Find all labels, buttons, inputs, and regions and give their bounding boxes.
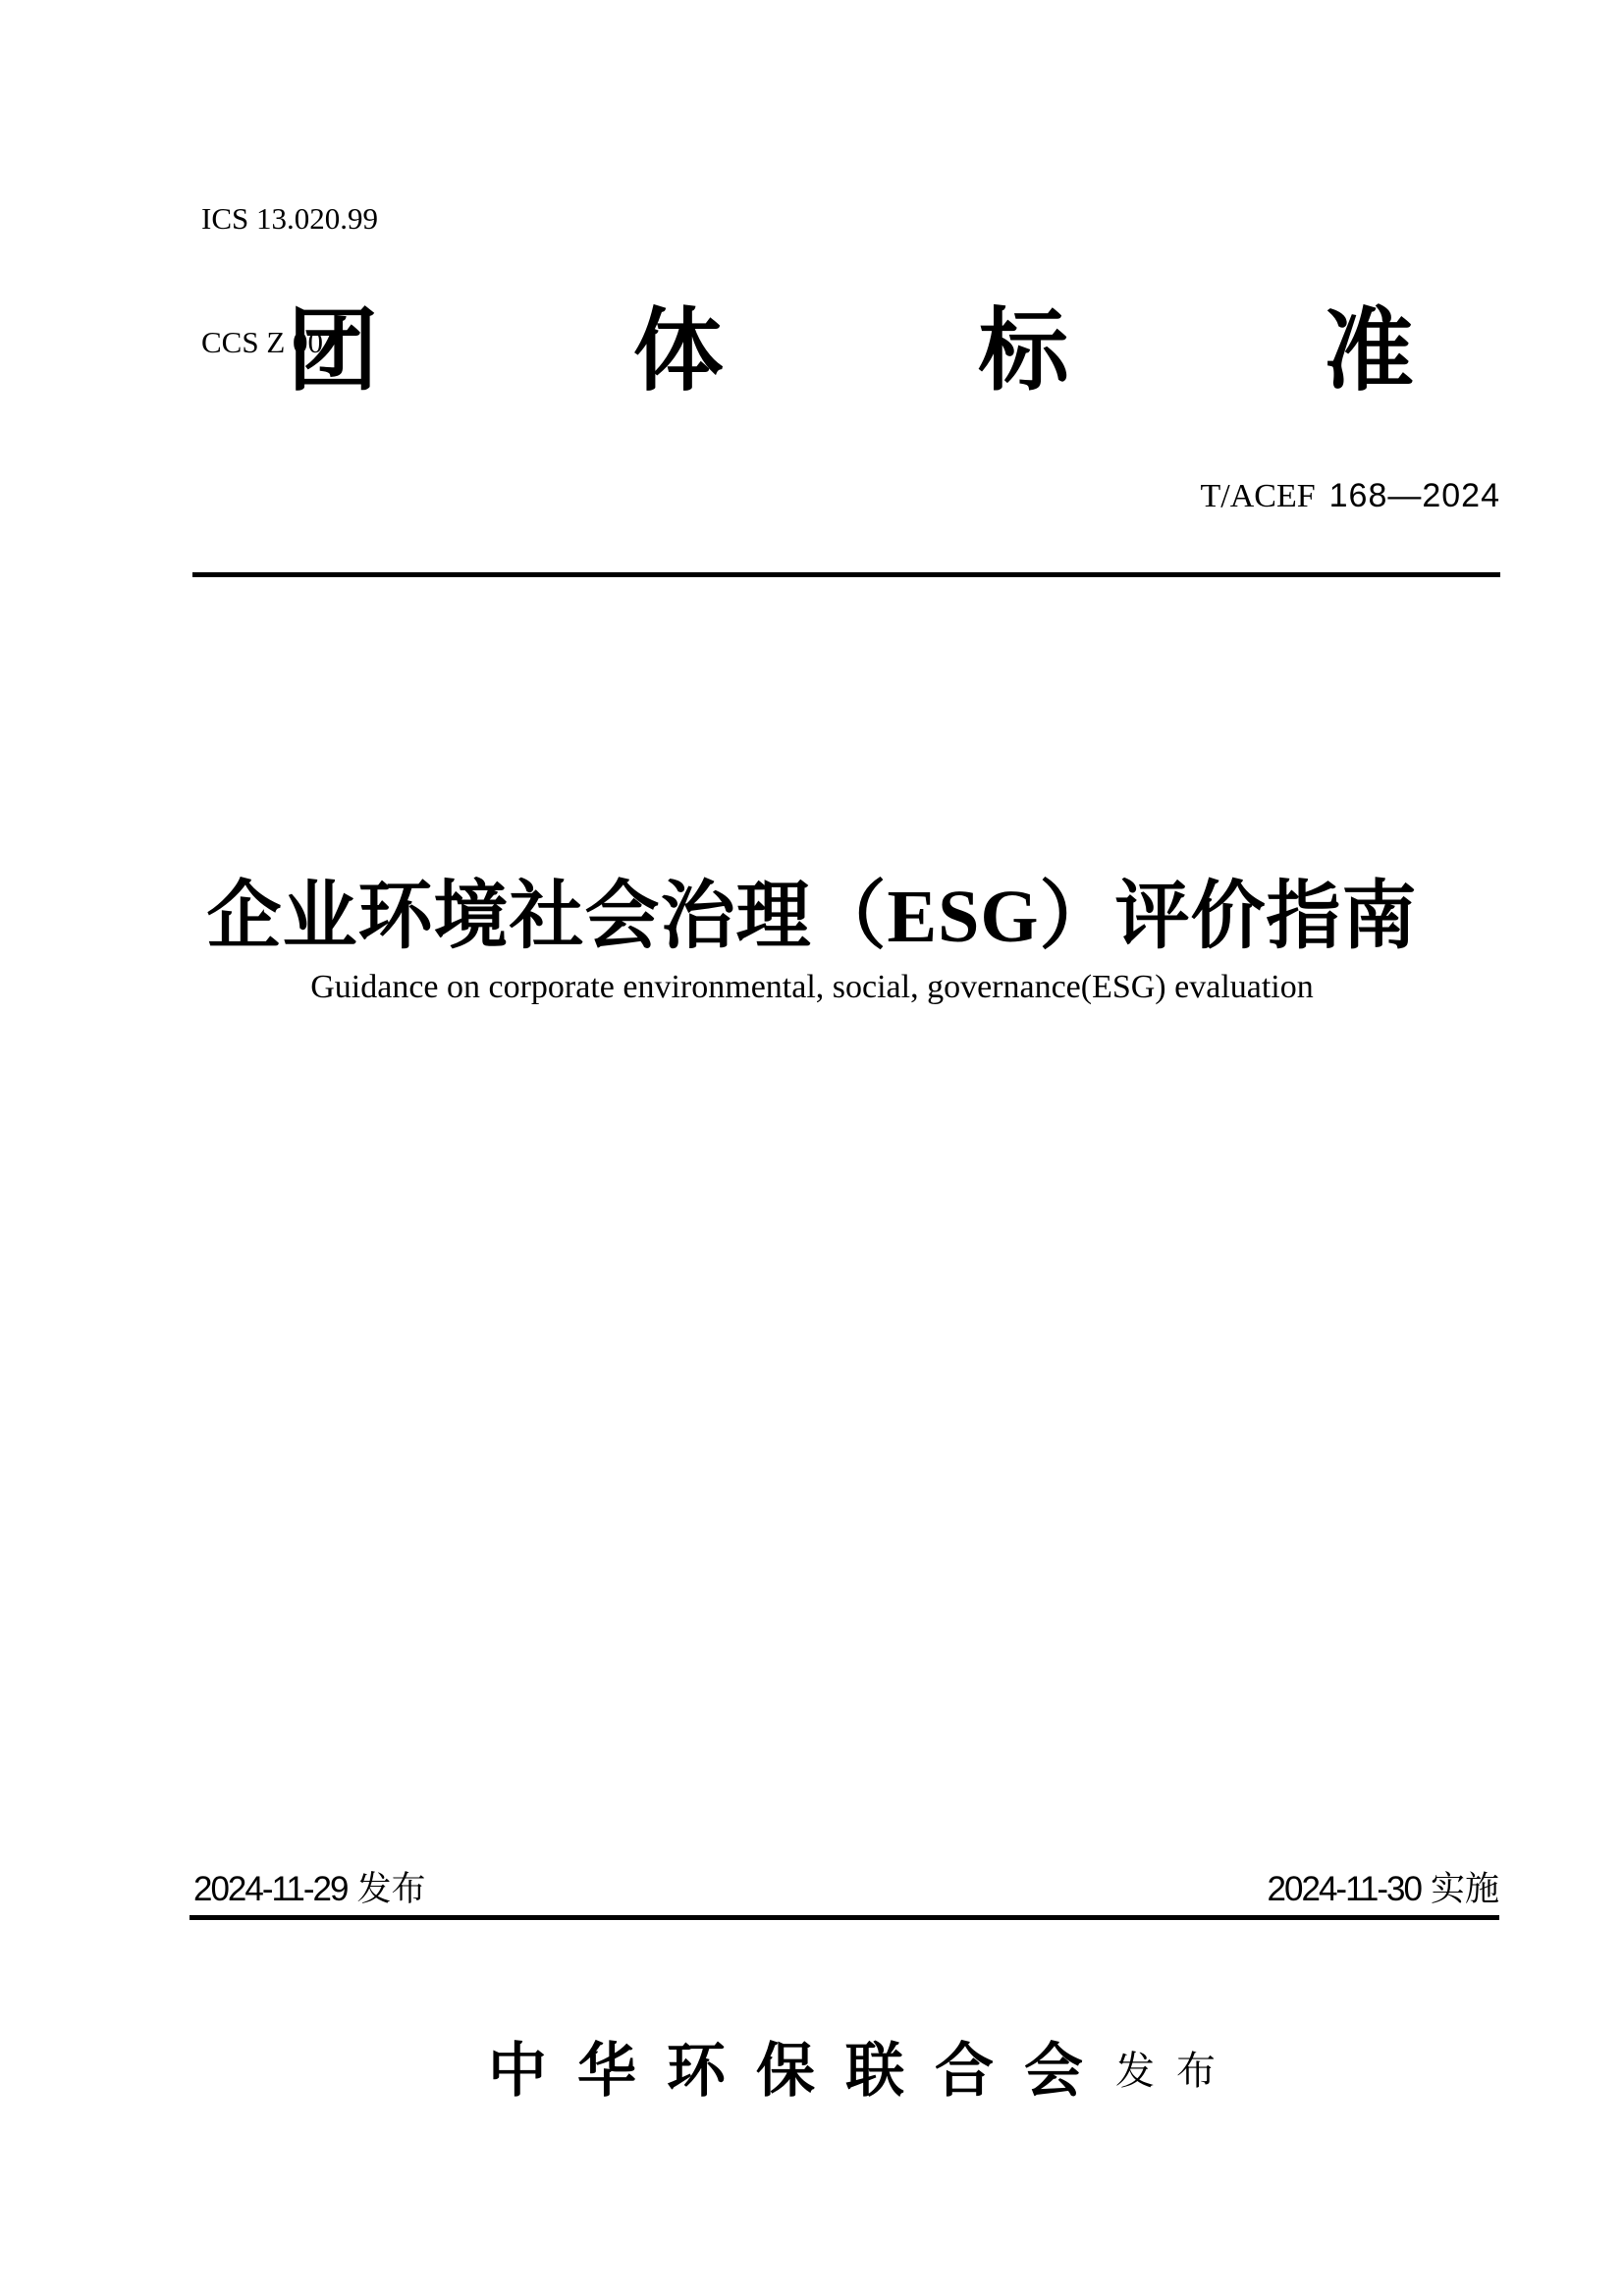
masthead-title-char: 标 [978, 301, 1069, 401]
publisher-organization: 中华环保联合会 [488, 2039, 1113, 2104]
implement-date: 2024-11-30 [1267, 1870, 1421, 1908]
issue-date-cell [193, 1871, 425, 1909]
masthead-title-char: 准 [1323, 301, 1414, 401]
ccs-code: CCS Z 00 [201, 325, 324, 359]
publisher-row [488, 2039, 1237, 2104]
implement-date-cell [1268, 1871, 1499, 1909]
masthead-title-char: 体 [632, 301, 724, 401]
masthead-title [288, 301, 1414, 401]
ics-code: ICS 13.020.99 [201, 201, 378, 236]
issue-date: 2024-11-29 [193, 1870, 348, 1908]
bottom-divider-rule [189, 1915, 1499, 1920]
publisher-action-label: 发布 [1115, 2050, 1237, 2093]
masthead-title-char: 团 [288, 301, 379, 401]
top-divider-rule [192, 572, 1500, 577]
issue-date-label: 发布 [356, 1870, 426, 1908]
implement-date-label: 实施 [1430, 1870, 1499, 1908]
standard-number [1201, 478, 1501, 514]
document-title-en: Guidance on corporate environmental, social, governance(ESG) evaluation [310, 969, 1314, 1005]
date-row [193, 1871, 1499, 1909]
standard-number-suffix: 168—2024 [1328, 477, 1500, 514]
standard-number-prefix: T/ACEF [1200, 478, 1316, 514]
document-title-zh: 企业环境社会治理（ESG）评价指南 [206, 876, 1418, 958]
